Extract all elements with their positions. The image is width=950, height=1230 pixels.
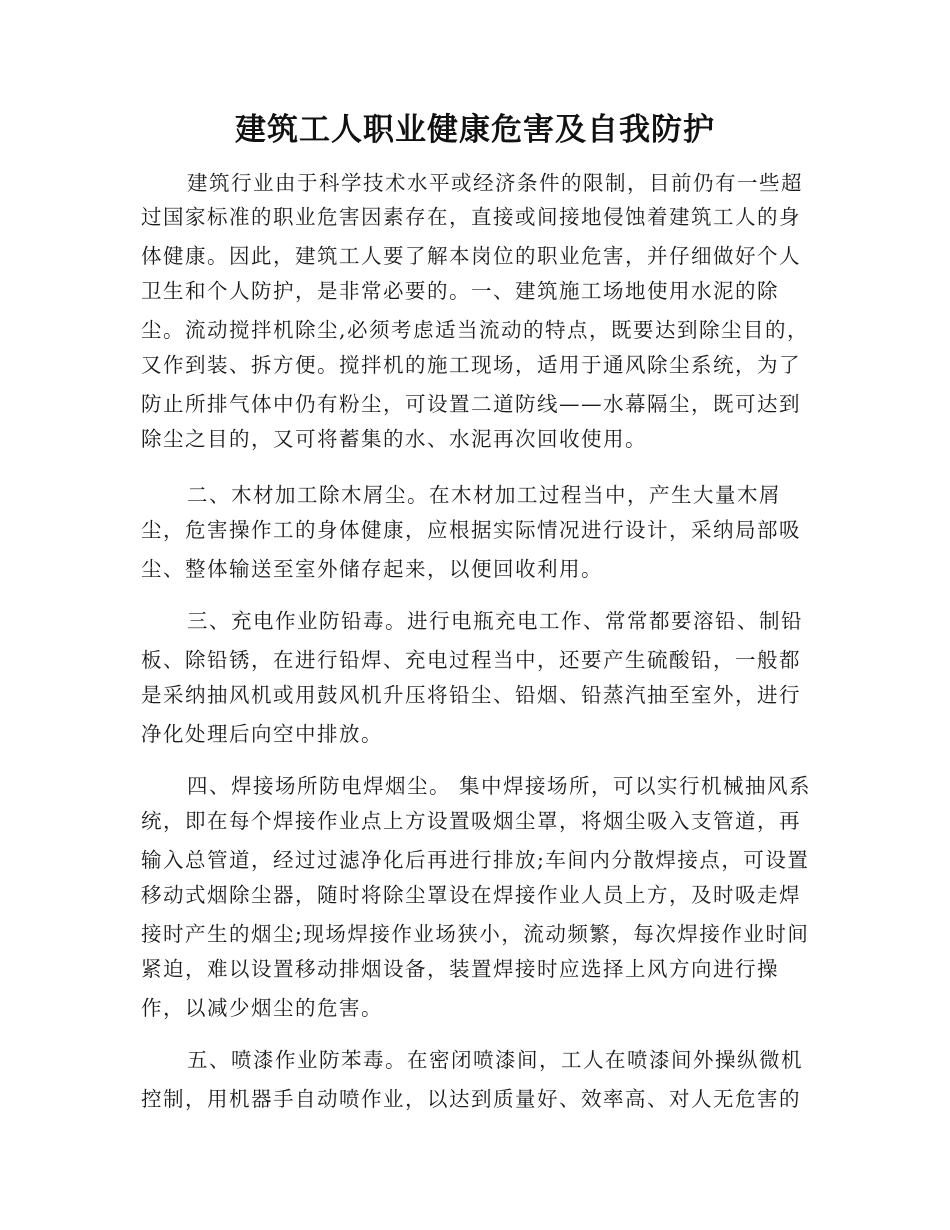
p4-line-6: 紧迫，难以设置移动排烟设备，装置焊接时应选择上风方向进行操 [141, 957, 779, 981]
p1-line-3: 体健康。因此，建筑工人要了解本岗位的职业危害，并仔细做好个人 [141, 244, 801, 268]
p3-line-3: 是采纳抽风机或用鼓风机升压将铅尘、铅烟、铅蒸汽抽至室外，进行 [141, 683, 801, 707]
p1-line-7: 防止所排气体中仍有粉尘，可设置二道防线——水幕隔尘，既可达到 [141, 392, 801, 416]
p2-line-2: 尘，危害操作工的身体健康，应根据实际情况进行设计，采纳局部吸 [141, 518, 801, 542]
p5-line-2: 控制，用机器手自动喷作业，以达到质量好、效率高、对人无危害的 [141, 1087, 801, 1111]
p4-line-5: 接时产生的烟尘;现场焊接作业场狭小，流动频繁，每次焊接作业时间 [141, 922, 810, 946]
p3-line-2: 板、除铅锈，在进行铅焊、充电过程当中，还要产生硫酸铅，一般都 [141, 648, 801, 672]
p4-line-2: 统，即在每个焊接作业点上方设置吸烟尘罩，将烟尘吸入支管道，再 [141, 809, 801, 833]
document-title: 建筑工人职业健康危害及自我防护 [235, 112, 715, 148]
p1-line-4: 卫生和个人防护，是非常必要的。一、建筑施工场地使用水泥的除 [141, 279, 779, 303]
p1-line-5: 尘。流动搅拌机除尘,必须考虑适当流动的特点，既要达到除尘目的， [141, 318, 810, 342]
p2-line-1: 二、木材加工除木屑尘。在木材加工过程当中，产生大量木屑 [187, 483, 781, 507]
p2-line-3: 尘、整体输送至室外储存起来，以便回收利用。 [141, 557, 603, 581]
p1-line-6: 又作到装、拆方便。搅拌机的施工现场，适用于通风除尘系统，为了 [141, 353, 801, 377]
p4-line-4: 移动式烟除尘器，随时将除尘罩设在焊接作业人员上方，及时吸走焊 [141, 883, 801, 907]
p4-line-1: 四、焊接场所防电焊烟尘。 集中焊接场所，可以实行机械抽风系 [187, 774, 812, 798]
p3-line-1: 三、充电作业防铅毒。进行电瓶充电工作、常常都要溶铅、制铅 [187, 609, 803, 633]
p3-line-4: 净化处理后向空中排放。 [141, 722, 383, 746]
p4-line-3: 输入总管道，经过过滤净化后再进行排放;车间内分散焊接点，可设置 [141, 848, 810, 872]
p1-line-8: 除尘之目的，又可将蓄集的水、水泥再次回收使用。 [141, 427, 647, 451]
p1-line-1: 建筑行业由于科学技术水平或经济条件的限制，目前仍有一些超 [187, 171, 803, 195]
p4-line-7: 作，以减少烟尘的危害。 [141, 996, 383, 1020]
p1-line-2: 过国家标准的职业危害因素存在，直接或间接地侵蚀着建筑工人的身 [141, 205, 801, 229]
p5-line-1: 五、喷漆作业防苯毒。在密闭喷漆间，工人在喷漆间外操纵微机 [187, 1048, 803, 1072]
